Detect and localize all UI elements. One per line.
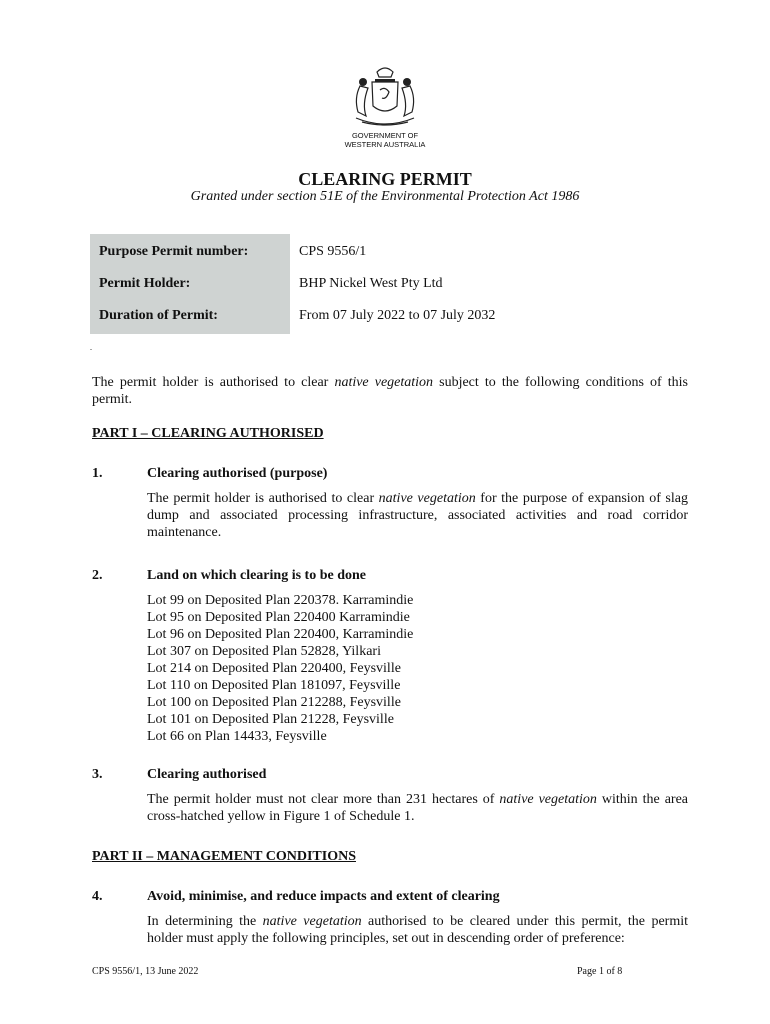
permit-holder-value: BHP Nickel West Pty Ltd — [299, 276, 443, 291]
list-item: Lot 110 on Deposited Plan 181097, Feysville — [147, 678, 401, 693]
part-1-heading: PART I – CLEARING AUTHORISED — [92, 426, 324, 441]
condition-3-number: 3. — [92, 767, 103, 782]
land-lot-list — [147, 592, 413, 745]
part-2-heading: PART II – MANAGEMENT CONDITIONS — [92, 849, 356, 864]
condition-1-heading: Clearing authorised (purpose) — [147, 466, 328, 481]
permit-duration-value: From 07 July 2022 to 07 July 2032 — [299, 308, 496, 323]
permit-holder-label: Permit Holder: — [99, 276, 191, 291]
condition-3-heading: Clearing authorised — [147, 767, 267, 782]
list-item: Lot 100 on Deposited Plan 212288, Feysville — [147, 695, 401, 710]
page-title: CLEARING PERMIT — [298, 169, 472, 189]
condition-1-text: The permit holder is authorised to clear native vegetation for the purpose of expansion of slag dump and associated processing infrastructure, associated activities and road corridor maintenance. — [147, 491, 688, 540]
condition-2-heading: Land on which clearing is to be done — [147, 568, 366, 583]
condition-4-text: In determining the native vegetation authorised to be cleared under this permit, the permit holder must apply the following principles, set out in descending order of preference: — [147, 914, 688, 946]
condition-4-heading: Avoid, minimise, and reduce impacts and extent of clearing — [147, 889, 500, 904]
condition-3-text: The permit holder must not clear more than 231 hectares of native vegetation within the area cross-hatched yellow in Figure 1 of Schedule 1. — [147, 792, 688, 824]
list-item: Lot 95 on Deposited Plan 220400 Karramindie — [147, 610, 410, 625]
permit-duration-label: Duration of Permit: — [99, 308, 218, 323]
permit-number-label: Purpose Permit number: — [99, 244, 249, 259]
intro-paragraph: The permit holder is authorised to clear native vegetation subject to the following conditions of this permit. — [92, 375, 688, 407]
list-item: Lot 214 on Deposited Plan 220400, Feysville — [147, 661, 401, 676]
footer-page-number: Page 1 of 8 — [577, 966, 623, 977]
list-item: Lot 101 on Deposited Plan 21228, Feysville — [147, 712, 394, 727]
list-item: Lot 66 on Plan 14433, Feysville — [147, 729, 327, 744]
condition-4-number: 4. — [92, 889, 103, 904]
page-subtitle: Granted under section 51E of the Environmental Protection Act 1986 — [190, 189, 580, 204]
footer-document-ref: CPS 9556/1, 13 June 2022 — [92, 966, 199, 977]
list-item: Lot 307 on Deposited Plan 52828, Yilkari — [147, 644, 381, 659]
government-label-line1: GOVERNMENT OF — [351, 131, 419, 140]
condition-2-number: 2. — [92, 568, 103, 583]
coat-of-arms-logo — [342, 64, 428, 132]
government-label-line2: WESTERN AUSTRALIA — [344, 140, 426, 149]
list-item: Lot 99 on Deposited Plan 220378. Karramindie — [147, 593, 414, 608]
list-item: Lot 96 on Deposited Plan 220400, Karramindie — [147, 627, 414, 642]
stray-dot: . — [90, 343, 92, 352]
condition-1-number: 1. — [92, 466, 103, 481]
permit-number-value: CPS 9556/1 — [299, 244, 367, 259]
